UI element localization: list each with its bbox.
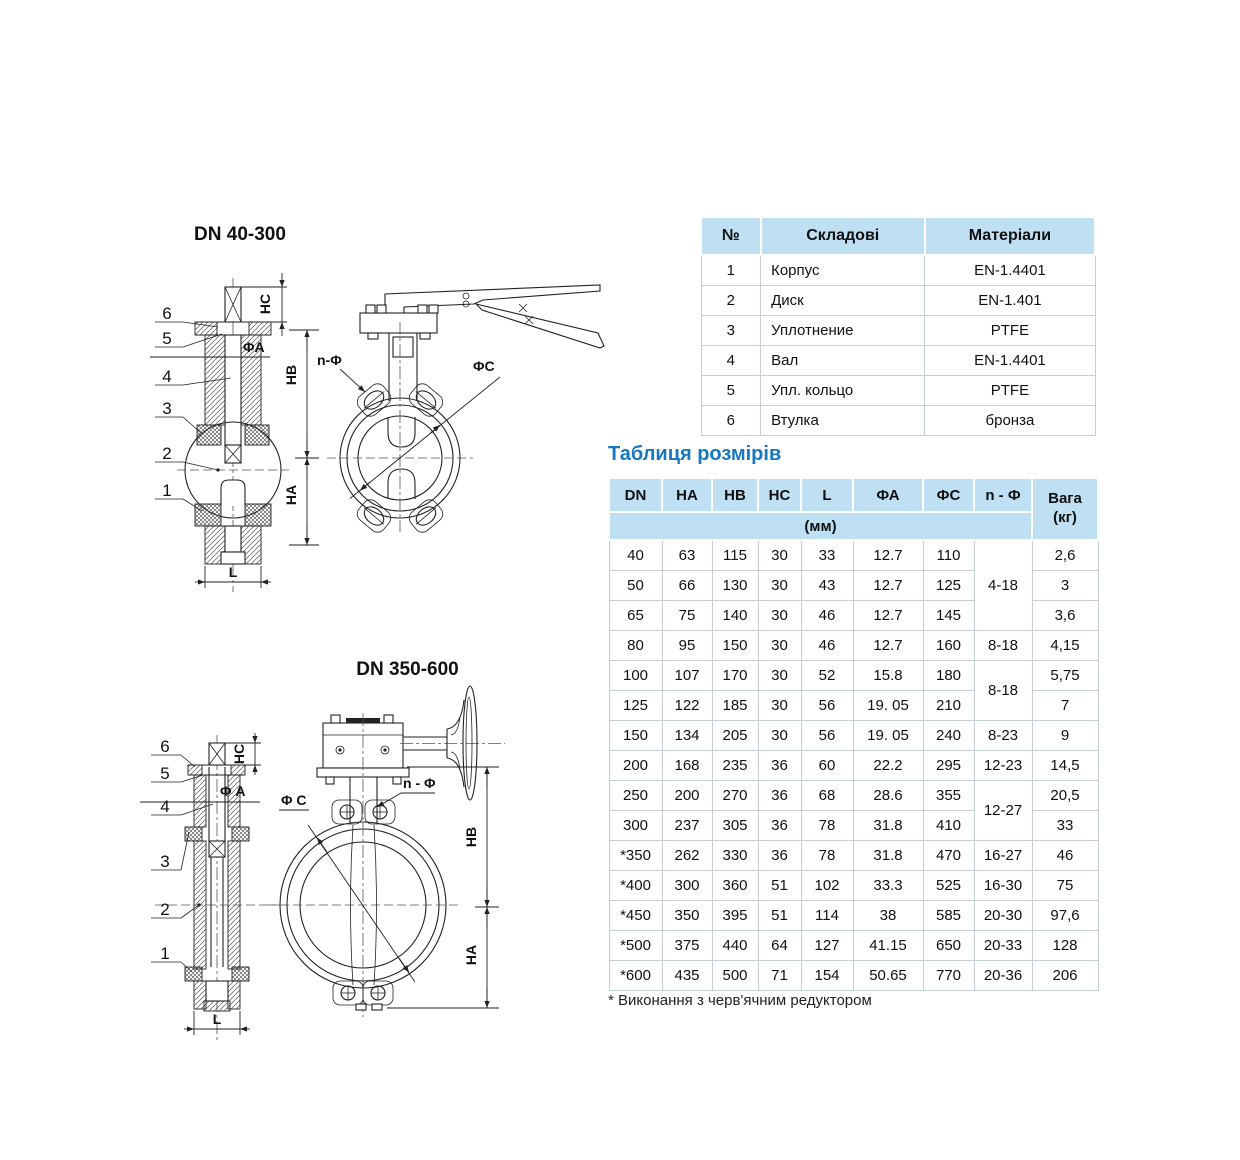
size-cell-n-phi: 8-18 bbox=[974, 661, 1032, 721]
size-cell-fa: 41.15 bbox=[853, 931, 923, 961]
size-cell-n-phi: 8-18 bbox=[974, 631, 1032, 661]
hc-label: HC bbox=[231, 743, 247, 765]
stem-top bbox=[209, 743, 225, 765]
size-cell-fa: 19. 05 bbox=[853, 691, 923, 721]
size-cell-fa: 33.3 bbox=[853, 871, 923, 901]
components-cell: Упл. кольцо bbox=[761, 376, 925, 406]
size-row bbox=[609, 751, 1098, 781]
drawing-dn350-600 bbox=[55, 655, 615, 1085]
size-cell-fa: 31.8 bbox=[853, 811, 923, 841]
size-row bbox=[609, 931, 1098, 961]
components-cell: Корпус bbox=[761, 255, 925, 286]
components-row bbox=[701, 316, 1095, 346]
size-row bbox=[609, 781, 1098, 811]
callout-4: 4 bbox=[160, 797, 170, 816]
size-cell-fc: 160 bbox=[923, 631, 974, 661]
size-row bbox=[609, 661, 1098, 691]
components-row bbox=[701, 255, 1095, 286]
components-cell: бронза bbox=[925, 406, 1095, 436]
size-cell-l: 46 bbox=[801, 601, 853, 631]
size-cell-hb: 205 bbox=[712, 721, 758, 751]
size-row bbox=[609, 871, 1098, 901]
size-cell-fc: 770 bbox=[923, 961, 974, 991]
callout-6: 6 bbox=[162, 304, 172, 323]
l-label: L bbox=[212, 1011, 222, 1027]
size-cell-fc: 650 bbox=[923, 931, 974, 961]
ha-label: HA bbox=[463, 944, 479, 966]
size-cell-hc: 30 bbox=[758, 661, 801, 691]
size-cell-hc: 30 bbox=[758, 571, 801, 601]
n-phi-label: n-Φ bbox=[317, 352, 342, 368]
size-col-header-4: L bbox=[801, 478, 853, 512]
components-row bbox=[701, 376, 1095, 406]
size-cell-weight: 206 bbox=[1032, 961, 1098, 991]
callout-5: 5 bbox=[160, 764, 170, 783]
size-cell-fa: 12.7 bbox=[853, 601, 923, 631]
size-cell-weight: 128 bbox=[1032, 931, 1098, 961]
size-cell-weight: 3 bbox=[1032, 571, 1098, 601]
size-cell-dn: 100 bbox=[609, 661, 662, 691]
components-cell: Диск bbox=[761, 286, 925, 316]
callout-3: 3 bbox=[162, 399, 172, 418]
size-cell-fc: 295 bbox=[923, 751, 974, 781]
ha-label: HA bbox=[283, 484, 299, 506]
shaft-plug bbox=[209, 841, 225, 857]
size-col-header-3: HC bbox=[758, 478, 801, 512]
size-cell-fa: 12.7 bbox=[853, 631, 923, 661]
size-cell-l: 127 bbox=[801, 931, 853, 961]
size-cell-hb: 115 bbox=[712, 540, 758, 571]
size-cell-n-phi: 8-23 bbox=[974, 721, 1032, 751]
weight-header-line2: (кг) bbox=[1053, 509, 1077, 526]
size-cell-hb: 270 bbox=[712, 781, 758, 811]
size-cell-fc: 240 bbox=[923, 721, 974, 751]
size-cell-hc: 30 bbox=[758, 540, 801, 571]
size-cell-fc: 125 bbox=[923, 571, 974, 601]
n-phi-annotation bbox=[317, 352, 365, 392]
size-row bbox=[609, 540, 1098, 571]
top-shaft-hub bbox=[388, 417, 415, 447]
size-cell-ha: 134 bbox=[662, 721, 712, 751]
size-cell-weight: 46 bbox=[1032, 841, 1098, 871]
size-cell-fa: 50.65 bbox=[853, 961, 923, 991]
callout-1: 1 bbox=[160, 944, 170, 963]
components-col-header-0: № bbox=[701, 217, 761, 255]
size-cell-hb: 440 bbox=[712, 931, 758, 961]
size-row bbox=[609, 841, 1098, 871]
size-cell-hc: 71 bbox=[758, 961, 801, 991]
size-cell-ha: 200 bbox=[662, 781, 712, 811]
size-cell-l: 56 bbox=[801, 691, 853, 721]
callout-2: 2 bbox=[160, 900, 170, 919]
components-cell: Уплотнение bbox=[761, 316, 925, 346]
size-cell-hb: 330 bbox=[712, 841, 758, 871]
size-row bbox=[609, 721, 1098, 751]
size-cell-hc: 30 bbox=[758, 691, 801, 721]
size-cell-l: 46 bbox=[801, 631, 853, 661]
dn40-section-view bbox=[150, 273, 319, 592]
size-cell-l: 43 bbox=[801, 571, 853, 601]
size-cell-fc: 110 bbox=[923, 540, 974, 571]
drawing-dn40-300 bbox=[55, 270, 615, 605]
size-cell-dn: 150 bbox=[609, 721, 662, 751]
size-cell-n-phi: 4-18 bbox=[974, 540, 1032, 631]
components-cell: PTFE bbox=[925, 316, 1095, 346]
size-cell-dn: 250 bbox=[609, 781, 662, 811]
size-cell-weight: 4,15 bbox=[1032, 631, 1098, 661]
size-cell-fa: 12.7 bbox=[853, 571, 923, 601]
callout-3: 3 bbox=[160, 852, 170, 871]
size-cell-ha: 107 bbox=[662, 661, 712, 691]
size-cell-fc: 180 bbox=[923, 661, 974, 691]
size-cell-l: 78 bbox=[801, 841, 853, 871]
size-cell-dn: 300 bbox=[609, 811, 662, 841]
size-cell-weight: 2,6 bbox=[1032, 540, 1098, 571]
components-cell: EN-1.4401 bbox=[925, 346, 1095, 376]
size-cell-dn: 50 bbox=[609, 571, 662, 601]
phi-c-label: ΦC bbox=[473, 358, 495, 374]
components-cell: PTFE bbox=[925, 376, 1095, 406]
size-cell-hc: 30 bbox=[758, 631, 801, 661]
size-cell-n-phi: 12-23 bbox=[974, 751, 1032, 781]
size-cell-dn: *350 bbox=[609, 841, 662, 871]
size-cell-l: 78 bbox=[801, 811, 853, 841]
size-cell-ha: 237 bbox=[662, 811, 712, 841]
size-cell-n-phi: 12-27 bbox=[974, 781, 1032, 841]
size-cell-ha: 66 bbox=[662, 571, 712, 601]
size-cell-weight: 7 bbox=[1032, 691, 1098, 721]
phi-c-annotation bbox=[350, 358, 500, 499]
components-col-header-2: Матеріали bbox=[925, 217, 1095, 255]
callout-6: 6 bbox=[160, 737, 170, 756]
size-cell-weight: 14,5 bbox=[1032, 751, 1098, 781]
components-cell: EN-1.4401 bbox=[925, 255, 1095, 286]
size-cell-hb: 140 bbox=[712, 601, 758, 631]
size-cell-fc: 470 bbox=[923, 841, 974, 871]
dn350-front-view bbox=[267, 686, 505, 1017]
hb-label: HB bbox=[283, 364, 299, 386]
size-cell-hb: 305 bbox=[712, 811, 758, 841]
drawing-dn350-600-title: DN 350-600 bbox=[356, 659, 459, 680]
size-col-header-7: n - Ф bbox=[974, 478, 1032, 512]
size-table-head bbox=[609, 478, 1098, 540]
size-cell-ha: 300 bbox=[662, 871, 712, 901]
size-table-body bbox=[609, 540, 1098, 991]
size-cell-l: 102 bbox=[801, 871, 853, 901]
size-col-header-weight bbox=[1032, 478, 1098, 540]
size-cell-fc: 410 bbox=[923, 811, 974, 841]
size-cell-l: 154 bbox=[801, 961, 853, 991]
size-cell-n-phi: 16-27 bbox=[974, 841, 1032, 871]
size-cell-ha: 350 bbox=[662, 901, 712, 931]
components-row bbox=[701, 286, 1095, 316]
phi-a-label: Φ A bbox=[220, 783, 246, 799]
size-col-header-1: HA bbox=[662, 478, 712, 512]
stem-top bbox=[225, 287, 241, 322]
size-cell-hb: 360 bbox=[712, 871, 758, 901]
size-cell-hc: 30 bbox=[758, 721, 801, 751]
hb-label: HB bbox=[463, 826, 479, 848]
size-col-header-2: HB bbox=[712, 478, 758, 512]
size-cell-hc: 36 bbox=[758, 841, 801, 871]
size-col-header-5: ФА bbox=[853, 478, 923, 512]
size-cell-n-phi: 20-33 bbox=[974, 931, 1032, 961]
components-cell: 2 bbox=[701, 286, 761, 316]
size-cell-hb: 130 bbox=[712, 571, 758, 601]
components-cell: Вал bbox=[761, 346, 925, 376]
size-cell-n-phi: 20-36 bbox=[974, 961, 1032, 991]
phi-c-label: Φ C bbox=[281, 792, 307, 808]
size-col-header-6: ФС bbox=[923, 478, 974, 512]
size-cell-dn: *400 bbox=[609, 871, 662, 901]
size-cell-fc: 210 bbox=[923, 691, 974, 721]
size-cell-fa: 38 bbox=[853, 901, 923, 931]
size-cell-fa: 31.8 bbox=[853, 841, 923, 871]
size-cell-fa: 12.7 bbox=[853, 540, 923, 571]
size-cell-hc: 30 bbox=[758, 601, 801, 631]
n-phi-annotation bbox=[377, 775, 436, 807]
size-cell-weight: 20,5 bbox=[1032, 781, 1098, 811]
hc-label: HC bbox=[257, 293, 273, 315]
size-cell-dn: 40 bbox=[609, 540, 662, 571]
dn350-section-view bbox=[140, 733, 280, 1040]
size-row bbox=[609, 631, 1098, 661]
components-cell: 5 bbox=[701, 376, 761, 406]
size-cell-l: 114 bbox=[801, 901, 853, 931]
phi-a-label: ΦA bbox=[243, 339, 265, 355]
size-cell-fc: 355 bbox=[923, 781, 974, 811]
phi-c-annotation bbox=[279, 792, 415, 982]
size-cell-fc: 525 bbox=[923, 871, 974, 901]
callout-1: 1 bbox=[162, 481, 172, 500]
size-cell-n-phi: 20-30 bbox=[974, 901, 1032, 931]
size-cell-hb: 395 bbox=[712, 901, 758, 931]
callout-4: 4 bbox=[162, 367, 172, 386]
components-cell: EN-1.401 bbox=[925, 286, 1095, 316]
bottom-hub bbox=[221, 480, 245, 506]
size-cell-dn: 80 bbox=[609, 631, 662, 661]
l-dimension bbox=[195, 564, 271, 588]
size-cell-l: 56 bbox=[801, 721, 853, 751]
footnote: * Виконання з черв'ячним редуктором bbox=[608, 992, 872, 1009]
size-unit-cell: (мм) bbox=[609, 512, 1032, 540]
size-cell-ha: 75 bbox=[662, 601, 712, 631]
size-cell-weight: 9 bbox=[1032, 721, 1098, 751]
size-cell-l: 60 bbox=[801, 751, 853, 781]
size-cell-l: 33 bbox=[801, 540, 853, 571]
size-cell-dn: *600 bbox=[609, 961, 662, 991]
components-cell: Втулка bbox=[761, 406, 925, 436]
size-cell-dn: 200 bbox=[609, 751, 662, 781]
size-cell-weight: 3,6 bbox=[1032, 601, 1098, 631]
components-cell: 1 bbox=[701, 255, 761, 286]
size-cell-ha: 63 bbox=[662, 540, 712, 571]
size-cell-weight: 5,75 bbox=[1032, 661, 1098, 691]
components-row bbox=[701, 406, 1095, 436]
size-cell-hb: 235 bbox=[712, 751, 758, 781]
size-cell-dn: 125 bbox=[609, 691, 662, 721]
components-table bbox=[700, 216, 1096, 436]
size-cell-weight: 75 bbox=[1032, 871, 1098, 901]
callout-5: 5 bbox=[162, 329, 172, 348]
components-table-body bbox=[701, 255, 1095, 436]
size-cell-hc: 51 bbox=[758, 871, 801, 901]
size-cell-fc: 145 bbox=[923, 601, 974, 631]
size-cell-ha: 122 bbox=[662, 691, 712, 721]
size-cell-fa: 22.2 bbox=[853, 751, 923, 781]
size-cell-ha: 95 bbox=[662, 631, 712, 661]
hb-ha-dimension bbox=[387, 767, 499, 1008]
size-cell-hc: 51 bbox=[758, 901, 801, 931]
top-flange bbox=[188, 765, 245, 775]
size-cell-n-phi: 16-30 bbox=[974, 871, 1032, 901]
size-cell-hb: 185 bbox=[712, 691, 758, 721]
size-cell-weight: 97,6 bbox=[1032, 901, 1098, 931]
weight-header-line1: Вага bbox=[1048, 490, 1082, 508]
size-cell-fa: 28.6 bbox=[853, 781, 923, 811]
hb-ha-dimension bbox=[283, 330, 319, 545]
size-cell-ha: 168 bbox=[662, 751, 712, 781]
size-cell-hc: 64 bbox=[758, 931, 801, 961]
size-col-header-0: DN bbox=[609, 478, 662, 512]
size-unit-row bbox=[609, 512, 1098, 540]
size-cell-dn: 65 bbox=[609, 601, 662, 631]
size-cell-dn: *450 bbox=[609, 901, 662, 931]
bottom-housing bbox=[194, 981, 240, 1011]
size-cell-fc: 585 bbox=[923, 901, 974, 931]
size-cell-ha: 262 bbox=[662, 841, 712, 871]
components-table-head bbox=[701, 217, 1095, 255]
size-cell-hb: 150 bbox=[712, 631, 758, 661]
size-cell-ha: 435 bbox=[662, 961, 712, 991]
size-header-row bbox=[609, 478, 1098, 512]
top-lugs bbox=[332, 800, 395, 824]
n-phi-label: n - Φ bbox=[403, 775, 436, 791]
size-cell-fa: 19. 05 bbox=[853, 721, 923, 751]
dn40-front-view bbox=[317, 285, 604, 535]
bottom-housing bbox=[205, 526, 261, 564]
components-header-row bbox=[701, 217, 1095, 255]
size-cell-weight: 33 bbox=[1032, 811, 1098, 841]
shaft-plug bbox=[225, 445, 241, 463]
size-cell-l: 68 bbox=[801, 781, 853, 811]
components-row bbox=[701, 346, 1095, 376]
size-table-title: Таблиця розмірів bbox=[608, 443, 782, 465]
size-cell-hc: 36 bbox=[758, 751, 801, 781]
components-cell: 4 bbox=[701, 346, 761, 376]
components-cell: 3 bbox=[701, 316, 761, 346]
l-label: L bbox=[228, 564, 238, 580]
callout-2: 2 bbox=[162, 444, 172, 463]
size-cell-hb: 500 bbox=[712, 961, 758, 991]
bottom-shaft-hub bbox=[388, 469, 415, 499]
size-cell-l: 52 bbox=[801, 661, 853, 691]
size-cell-ha: 375 bbox=[662, 931, 712, 961]
size-cell-dn: *500 bbox=[609, 931, 662, 961]
size-cell-fa: 15.8 bbox=[853, 661, 923, 691]
size-table bbox=[608, 477, 1099, 991]
drawing-dn40-300-title: DN 40-300 bbox=[194, 224, 286, 245]
size-cell-hc: 36 bbox=[758, 781, 801, 811]
components-col-header-1: Складові bbox=[761, 217, 925, 255]
size-cell-hc: 36 bbox=[758, 811, 801, 841]
size-row bbox=[609, 961, 1098, 991]
size-row bbox=[609, 901, 1098, 931]
size-cell-hb: 170 bbox=[712, 661, 758, 691]
components-cell: 6 bbox=[701, 406, 761, 436]
